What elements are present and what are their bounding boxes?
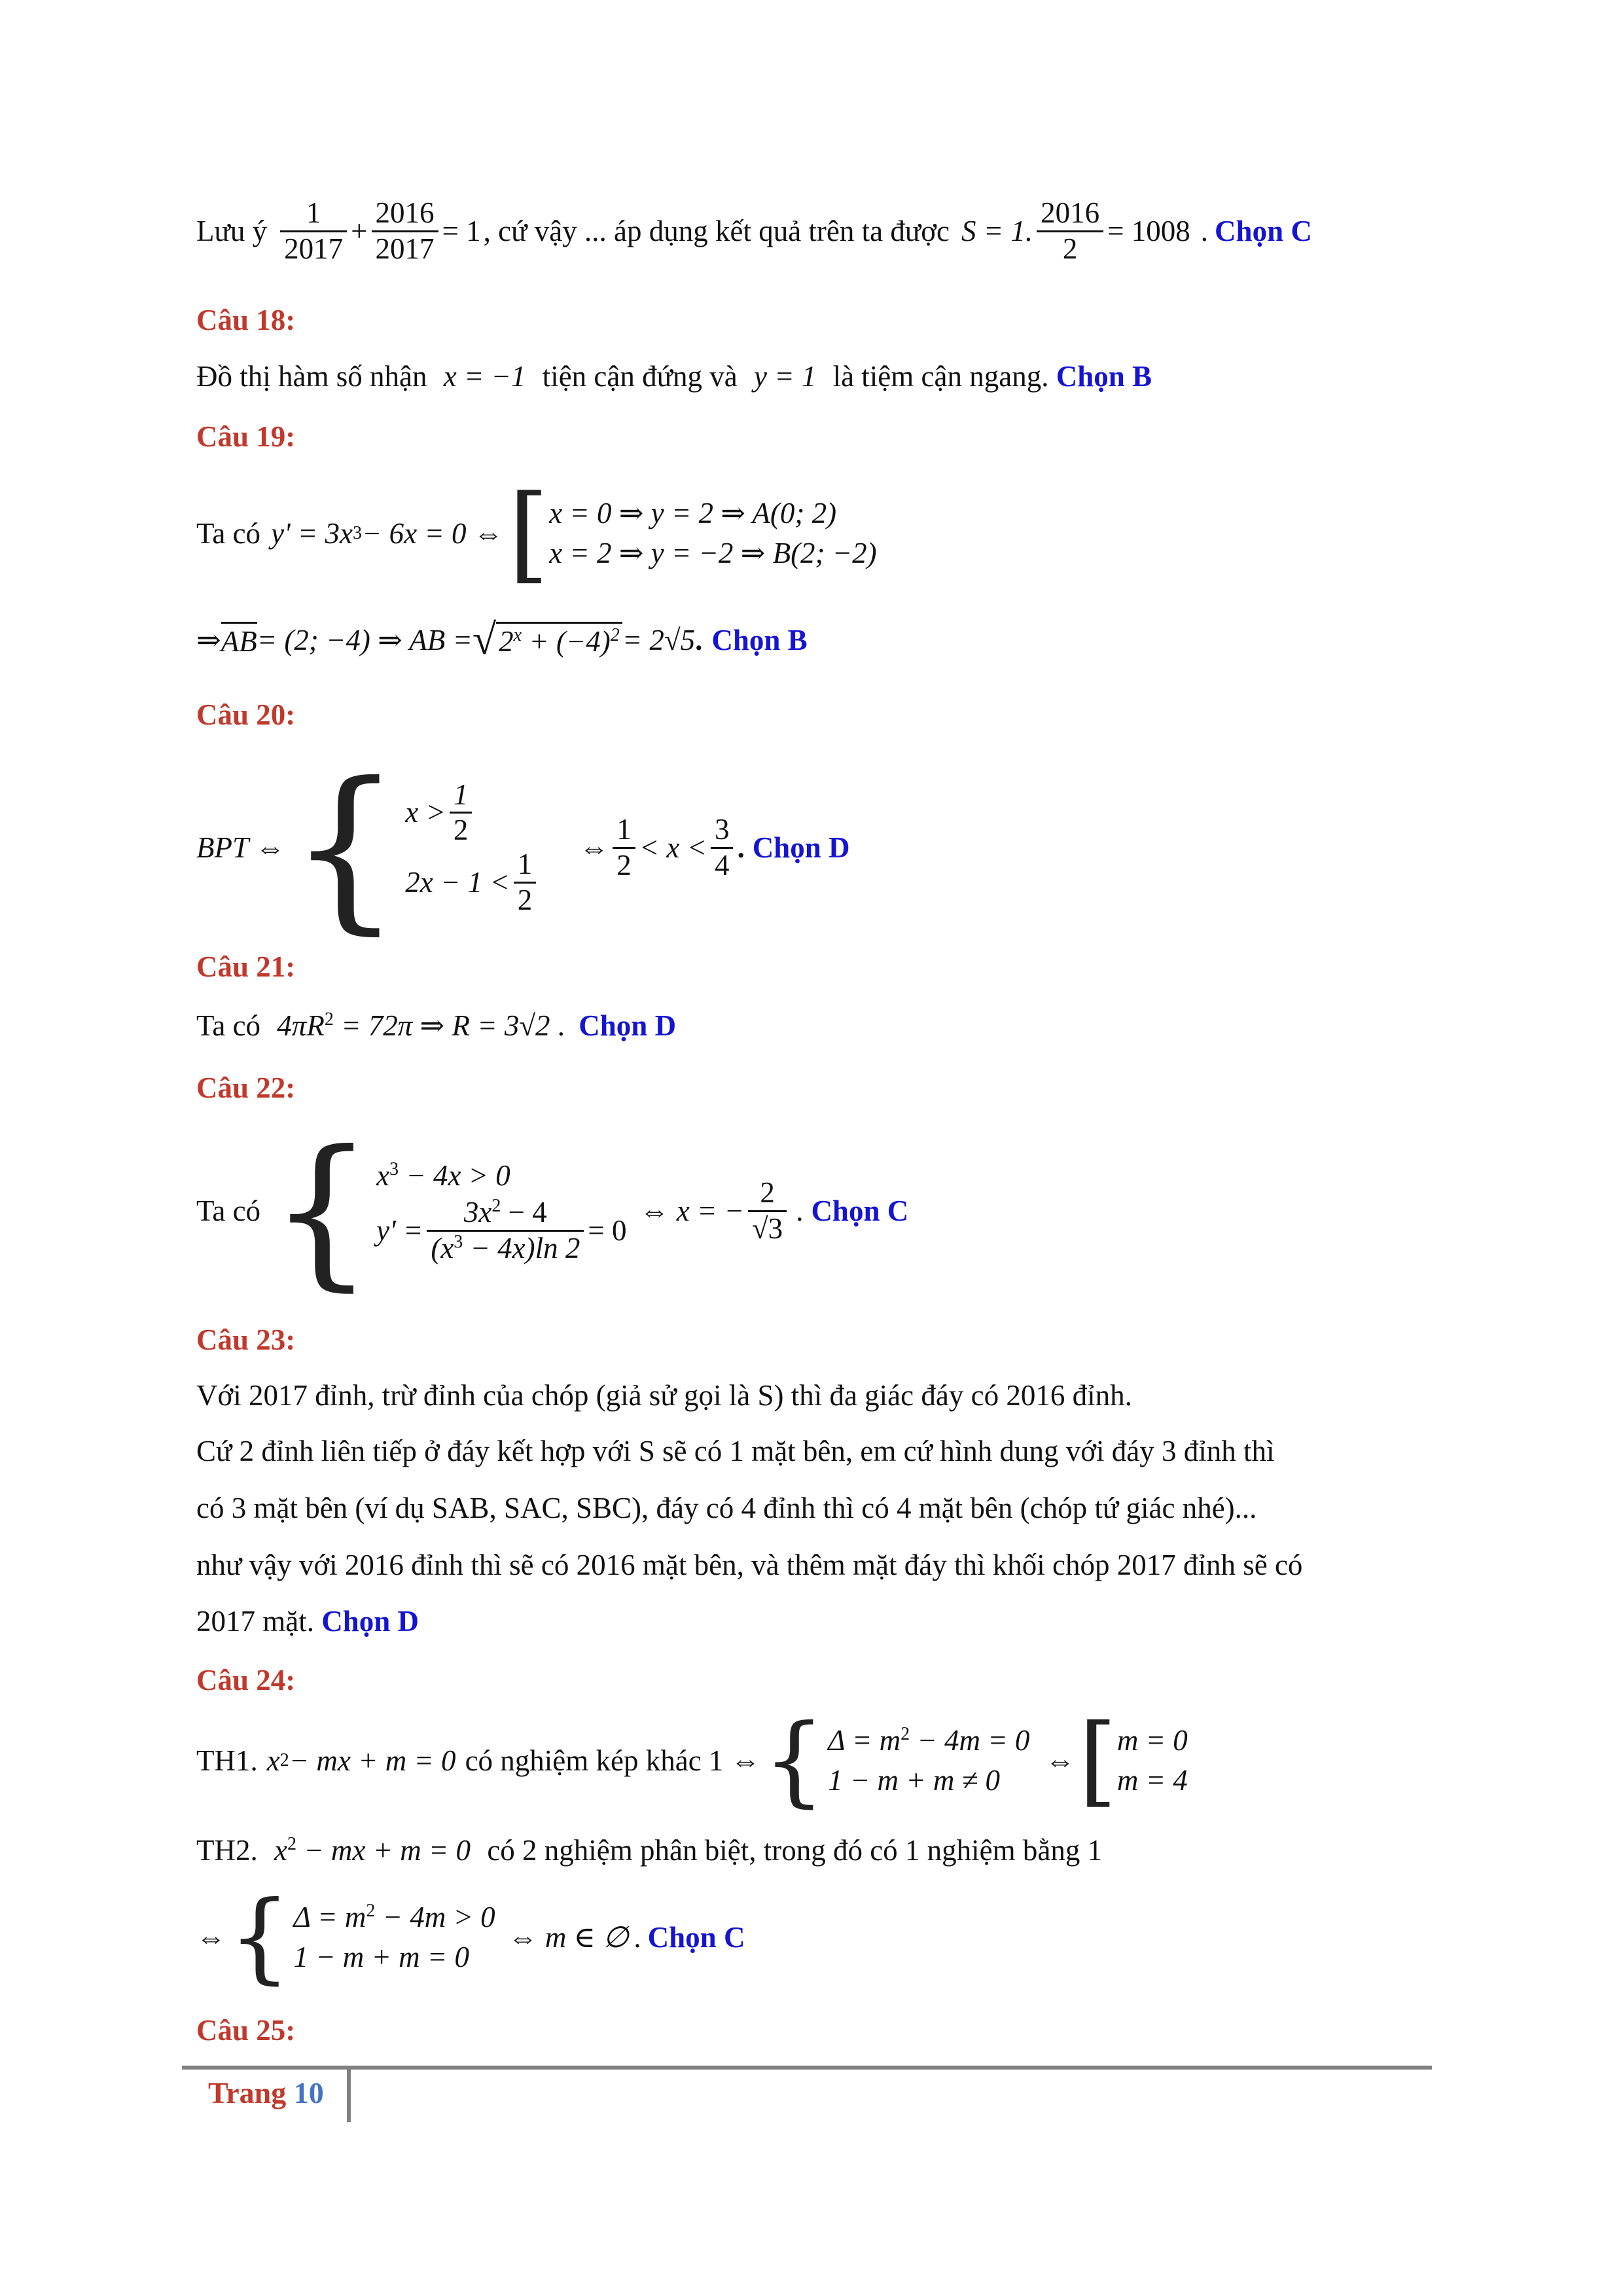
answer-label: Chọn D	[752, 831, 850, 864]
question-title: Câu 25:	[196, 2014, 296, 2047]
intro-line: Lưu ý $\frac{1}{2017}$ + $\frac{2016}{2017}$ = 1 , cứ vậy ... áp dụng kết quả trên ta được S = 1. $\frac{2016}{2}$ = 1008 . Chọn C	[196, 196, 1312, 265]
case-system: x = 0 ⇒ y = 2 ⇒ A(0; 2) x = 2 ⇒ y = −2 ⇒ B(2; −2)	[549, 497, 877, 569]
paragraph-line: có 3 mặt bên (ví dụ SAB, SAC, SBC), đáy có 4 đỉnh thì có 4 mặt bên (chóp tứ giác nhé)...	[196, 1492, 1257, 1524]
q21-line: Ta có $4\pi R^2 = 72\pi$ ⇒ R = 3√2 . Chọn D	[196, 1009, 677, 1042]
q19-derivative: Ta có y' = 3x 3 − 6x = 0 ⇔ [ x = 0 ⇒ y = 2 ⇒ A(0; 2) x = 2 ⇒ y = −2 ⇒ B(2; −2)	[196, 472, 877, 594]
answer-label: Chọn C	[811, 1194, 909, 1227]
q24-case2: TH2. $x^2$ − mx + m = 0 có 2 nghiệm phân biệt, trong đó có 1 nghiệm bằng 1	[196, 1834, 1103, 1867]
fraction: $\frac{2016}{2017}$	[372, 196, 438, 266]
question-title: Câu 19:	[196, 420, 296, 453]
fraction: $\frac{2016}{2}$	[1037, 196, 1103, 266]
page-number: Trang 10	[208, 2076, 324, 2109]
footer-rule	[182, 2066, 1432, 2070]
brace: {	[289, 744, 402, 950]
paragraph-line: 2017 mặt. Chọn D	[196, 1605, 419, 1638]
bracket: [	[1079, 1704, 1117, 1818]
answer-label: Chọn D	[579, 1009, 677, 1042]
paragraph-line: Với 2017 đỉnh, trừ đỉnh của chóp (giả sử gọi là S) thì đa giác đáy có 2016 đỉnh.	[196, 1379, 1132, 1412]
case-system: $x^3 - 4x > 0$ y' = $\frac{3x^2 - 4}{(x^3 - 4x)\ln 2}$ = 0	[376, 1159, 627, 1265]
answer-label: Chọn D	[321, 1605, 419, 1638]
paragraph-line: Cứ 2 đỉnh liên tiếp ở đáy kết hợp với S sẽ có 1 mặt bên, em cứ hình dung với đáy 3 đỉnh thì	[196, 1435, 1275, 1467]
square-root: $2^x + (-4)^2$	[496, 622, 622, 659]
fraction: $\frac{1}{2017}$	[280, 196, 347, 266]
question-title: Câu 21:	[196, 950, 296, 983]
answer-label: Chọn C	[647, 1921, 745, 1954]
bracket: [	[508, 472, 550, 594]
brace: {	[228, 1880, 291, 1994]
q19-distance: ⇒ AB = (2; −4) ⇒ AB = √ $2^x + (-4)^2$ = 2√5 . Chọn B	[196, 616, 808, 664]
q20-inequality: BPT ⇔ { x > $\frac{1}{2}$ 2x − 1 < $\frac{1}{2}$ ⇔ $\frac{1}{2}$ < x < $\frac{3}{4}$ . Chọn D	[196, 744, 850, 950]
answer-label: Chọn C	[1215, 215, 1312, 248]
brace: {	[762, 1704, 826, 1818]
q24-case2-system: ⇔ { $\Delta = m^2 - 4m > 0$ 1 − m + m = 0 ⇔ m ∈ ∅ . Chọn C	[196, 1880, 745, 1994]
question-title: Câu 20:	[196, 698, 296, 731]
case-system: $\Delta = m^2 - 4m = 0$ 1 − m + m ≠ 0	[828, 1724, 1030, 1797]
question-title: Câu 18:	[196, 304, 296, 336]
case-system: $\Delta = m^2 - 4m > 0$ 1 − m + m = 0	[293, 1901, 495, 1973]
q18-line: Đồ thị hàm số nhận x = −1 tiện cận đứng và y = 1 là tiệm cận ngang. Chọn B	[196, 360, 1152, 393]
footer-divider	[347, 2068, 351, 2122]
intro-lead: Lưu ý	[196, 215, 268, 248]
question-title: Câu 22:	[196, 1071, 296, 1104]
case-system: m = 0 m = 4	[1116, 1724, 1188, 1797]
brace: {	[270, 1115, 374, 1306]
case-system: x > $\frac{1}{2}$ 2x − 1 < $\frac{1}{2}$	[405, 778, 540, 918]
paragraph-line: như vậy với 2016 đỉnh thì sẽ có 2016 mặt bên, và thêm mặt đáy thì khối chóp 2017 đỉnh sẽ có	[196, 1549, 1303, 1581]
answer-label: Chọn B	[711, 624, 808, 656]
question-title: Câu 23:	[196, 1323, 296, 1356]
answer-label: Chọn B	[1056, 360, 1152, 393]
vector-ab: AB	[221, 622, 257, 659]
q22-system: Ta có { $x^3 - 4x > 0$ y' = $\frac{3x^2 - 4}{(x^3 - 4x)\ln 2}$ = 0 ⇔ x = − $\frac{2}{√3}$ . Chọn C	[196, 1115, 909, 1306]
q24-case1: TH1. x 2 − mx + m = 0 có nghiệm kép khác 1 ⇔ { $\Delta = m^2 - 4m = 0$ 1 − m + m ≠ 0 ⇔ [ m = 0 m = 4	[196, 1704, 1188, 1818]
question-title: Câu 24:	[196, 1664, 296, 1696]
